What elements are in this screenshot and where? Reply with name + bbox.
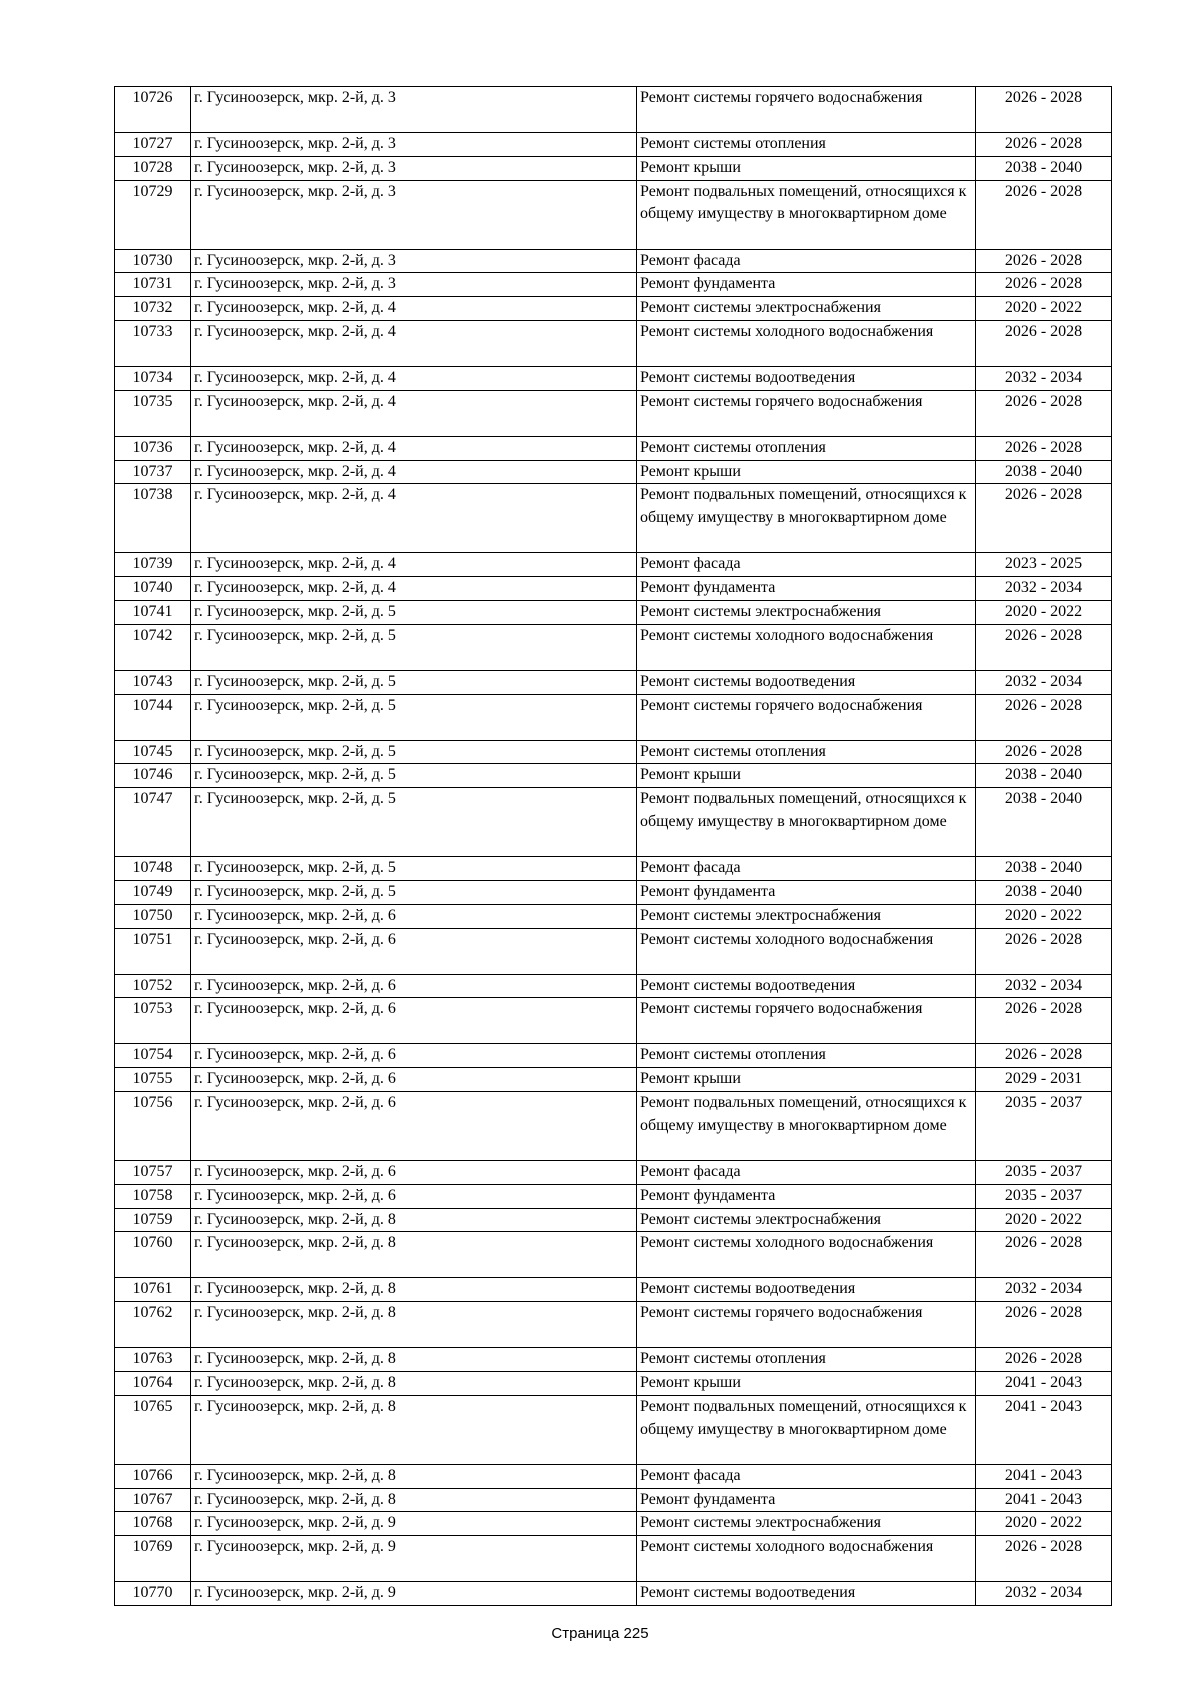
page-number: Страница 225 bbox=[551, 1625, 649, 1642]
table-row bbox=[115, 928, 1112, 974]
row-number: 10729 bbox=[115, 180, 191, 249]
row-number: 10766 bbox=[115, 1464, 191, 1488]
address-cell: г. Гусиноозерск, мкр. 2-й, д. 5 bbox=[191, 624, 637, 670]
row-number: 10745 bbox=[115, 740, 191, 764]
period-cell: 2026 - 2028 bbox=[976, 87, 1112, 133]
address-cell: г. Гусиноозерск, мкр. 2-й, д. 5 bbox=[191, 740, 637, 764]
row-number: 10738 bbox=[115, 484, 191, 553]
row-number: 10762 bbox=[115, 1302, 191, 1348]
row-number: 10742 bbox=[115, 624, 191, 670]
period-cell: 2032 - 2034 bbox=[976, 1582, 1112, 1606]
address-cell: г. Гусиноозерск, мкр. 2-й, д. 6 bbox=[191, 1068, 637, 1092]
work-type-cell: Ремонт системы водоотведения bbox=[637, 366, 976, 390]
row-number: 10741 bbox=[115, 600, 191, 624]
table-row bbox=[115, 624, 1112, 670]
work-type-cell: Ремонт подвальных помещений, относящихся к общему имуществу в многоквартирном доме bbox=[637, 1395, 976, 1464]
work-type-cell: Ремонт крыши bbox=[637, 460, 976, 484]
table-row bbox=[115, 273, 1112, 297]
row-number: 10764 bbox=[115, 1371, 191, 1395]
work-type-cell: Ремонт системы электроснабжения bbox=[637, 1512, 976, 1536]
table-row bbox=[115, 1582, 1112, 1606]
address-cell: г. Гусиноозерск, мкр. 2-й, д. 3 bbox=[191, 133, 637, 157]
row-number: 10756 bbox=[115, 1091, 191, 1160]
address-cell: г. Гусиноозерск, мкр. 2-й, д. 9 bbox=[191, 1512, 637, 1536]
repair-schedule-table bbox=[114, 86, 1112, 1606]
period-cell: 2026 - 2028 bbox=[976, 1232, 1112, 1278]
row-number: 10749 bbox=[115, 880, 191, 904]
work-type-cell: Ремонт фасада bbox=[637, 1464, 976, 1488]
row-number: 10747 bbox=[115, 788, 191, 857]
row-number: 10754 bbox=[115, 1044, 191, 1068]
table-row bbox=[115, 87, 1112, 133]
period-cell: 2038 - 2040 bbox=[976, 156, 1112, 180]
work-type-cell: Ремонт крыши bbox=[637, 156, 976, 180]
address-cell: г. Гусиноозерск, мкр. 2-й, д. 6 bbox=[191, 1184, 637, 1208]
period-cell: 2026 - 2028 bbox=[976, 1348, 1112, 1372]
period-cell: 2026 - 2028 bbox=[976, 133, 1112, 157]
row-number: 10728 bbox=[115, 156, 191, 180]
address-cell: г. Гусиноозерск, мкр. 2-й, д. 6 bbox=[191, 1160, 637, 1184]
table-row bbox=[115, 788, 1112, 857]
work-type-cell: Ремонт системы отопления bbox=[637, 1044, 976, 1068]
address-cell: г. Гусиноозерск, мкр. 2-й, д. 9 bbox=[191, 1582, 637, 1606]
row-number: 10744 bbox=[115, 694, 191, 740]
period-cell: 2041 - 2043 bbox=[976, 1488, 1112, 1512]
period-cell: 2026 - 2028 bbox=[976, 436, 1112, 460]
row-number: 10753 bbox=[115, 998, 191, 1044]
period-cell: 2026 - 2028 bbox=[976, 484, 1112, 553]
work-type-cell: Ремонт системы водоотведения bbox=[637, 670, 976, 694]
period-cell: 2038 - 2040 bbox=[976, 880, 1112, 904]
row-number: 10731 bbox=[115, 273, 191, 297]
address-cell: г. Гусиноозерск, мкр. 2-й, д. 4 bbox=[191, 577, 637, 601]
table-row bbox=[115, 297, 1112, 321]
work-type-cell: Ремонт системы холодного водоснабжения bbox=[637, 624, 976, 670]
address-cell: г. Гусиноозерск, мкр. 2-й, д. 6 bbox=[191, 1091, 637, 1160]
address-cell: г. Гусиноозерск, мкр. 2-й, д. 3 bbox=[191, 180, 637, 249]
period-cell: 2026 - 2028 bbox=[976, 320, 1112, 366]
row-number: 10763 bbox=[115, 1348, 191, 1372]
address-cell: г. Гусиноозерск, мкр. 2-й, д. 6 bbox=[191, 928, 637, 974]
work-type-cell: Ремонт системы водоотведения bbox=[637, 974, 976, 998]
work-type-cell: Ремонт системы отопления bbox=[637, 436, 976, 460]
work-type-cell: Ремонт крыши bbox=[637, 1371, 976, 1395]
row-number: 10761 bbox=[115, 1278, 191, 1302]
table-row bbox=[115, 740, 1112, 764]
period-cell: 2026 - 2028 bbox=[976, 273, 1112, 297]
period-cell: 2020 - 2022 bbox=[976, 1208, 1112, 1232]
table-row bbox=[115, 484, 1112, 553]
table-row bbox=[115, 249, 1112, 273]
table-row bbox=[115, 553, 1112, 577]
period-cell: 2026 - 2028 bbox=[976, 180, 1112, 249]
row-number: 10760 bbox=[115, 1232, 191, 1278]
work-type-cell: Ремонт системы горячего водоснабжения bbox=[637, 998, 976, 1044]
address-cell: г. Гусиноозерск, мкр. 2-й, д. 6 bbox=[191, 974, 637, 998]
work-type-cell: Ремонт системы отопления bbox=[637, 133, 976, 157]
period-cell: 2020 - 2022 bbox=[976, 904, 1112, 928]
work-type-cell: Ремонт подвальных помещений, относящихся к общему имуществу в многоквартирном доме bbox=[637, 180, 976, 249]
address-cell: г. Гусиноозерск, мкр. 2-й, д. 4 bbox=[191, 460, 637, 484]
row-number: 10737 bbox=[115, 460, 191, 484]
row-number: 10765 bbox=[115, 1395, 191, 1464]
address-cell: г. Гусиноозерск, мкр. 2-й, д. 8 bbox=[191, 1232, 637, 1278]
address-cell: г. Гусиноозерск, мкр. 2-й, д. 5 bbox=[191, 764, 637, 788]
work-type-cell: Ремонт фасада bbox=[637, 553, 976, 577]
work-type-cell: Ремонт фасада bbox=[637, 249, 976, 273]
address-cell: г. Гусиноозерск, мкр. 2-й, д. 8 bbox=[191, 1278, 637, 1302]
address-cell: г. Гусиноозерск, мкр. 2-й, д. 6 bbox=[191, 998, 637, 1044]
table-row bbox=[115, 1184, 1112, 1208]
period-cell: 2026 - 2028 bbox=[976, 998, 1112, 1044]
table-row bbox=[115, 1091, 1112, 1160]
work-type-cell: Ремонт фасада bbox=[637, 857, 976, 881]
table-row bbox=[115, 694, 1112, 740]
period-cell: 2041 - 2043 bbox=[976, 1464, 1112, 1488]
address-cell: г. Гусиноозерск, мкр. 2-й, д. 5 bbox=[191, 600, 637, 624]
row-number: 10732 bbox=[115, 297, 191, 321]
work-type-cell: Ремонт фундамента bbox=[637, 880, 976, 904]
table-row bbox=[115, 133, 1112, 157]
address-cell: г. Гусиноозерск, мкр. 2-й, д. 4 bbox=[191, 320, 637, 366]
work-type-cell: Ремонт системы электроснабжения bbox=[637, 1208, 976, 1232]
table-row bbox=[115, 764, 1112, 788]
table-row bbox=[115, 460, 1112, 484]
address-cell: г. Гусиноозерск, мкр. 2-й, д. 5 bbox=[191, 880, 637, 904]
row-number: 10768 bbox=[115, 1512, 191, 1536]
work-type-cell: Ремонт фундамента bbox=[637, 273, 976, 297]
address-cell: г. Гусиноозерск, мкр. 2-й, д. 3 bbox=[191, 87, 637, 133]
row-number: 10748 bbox=[115, 857, 191, 881]
period-cell: 2029 - 2031 bbox=[976, 1068, 1112, 1092]
period-cell: 2032 - 2034 bbox=[976, 366, 1112, 390]
address-cell: г. Гусиноозерск, мкр. 2-й, д. 4 bbox=[191, 297, 637, 321]
period-cell: 2032 - 2034 bbox=[976, 974, 1112, 998]
work-type-cell: Ремонт системы горячего водоснабжения bbox=[637, 1302, 976, 1348]
table-row bbox=[115, 1371, 1112, 1395]
address-cell: г. Гусиноозерск, мкр. 2-й, д. 8 bbox=[191, 1208, 637, 1232]
work-type-cell: Ремонт фасада bbox=[637, 1160, 976, 1184]
work-type-cell: Ремонт системы водоотведения bbox=[637, 1278, 976, 1302]
address-cell: г. Гусиноозерск, мкр. 2-й, д. 9 bbox=[191, 1536, 637, 1582]
work-type-cell: Ремонт системы отопления bbox=[637, 740, 976, 764]
address-cell: г. Гусиноозерск, мкр. 2-й, д. 4 bbox=[191, 436, 637, 460]
work-type-cell: Ремонт подвальных помещений, относящихся к общему имуществу в многоквартирном доме bbox=[637, 1091, 976, 1160]
address-cell: г. Гусиноозерск, мкр. 2-й, д. 3 bbox=[191, 249, 637, 273]
period-cell: 2026 - 2028 bbox=[976, 249, 1112, 273]
table-row bbox=[115, 998, 1112, 1044]
row-number: 10726 bbox=[115, 87, 191, 133]
period-cell: 2026 - 2028 bbox=[976, 390, 1112, 436]
table-row bbox=[115, 1232, 1112, 1278]
work-type-cell: Ремонт системы холодного водоснабжения bbox=[637, 928, 976, 974]
table-row bbox=[115, 1536, 1112, 1582]
row-number: 10746 bbox=[115, 764, 191, 788]
period-cell: 2020 - 2022 bbox=[976, 600, 1112, 624]
period-cell: 2026 - 2028 bbox=[976, 1302, 1112, 1348]
address-cell: г. Гусиноозерск, мкр. 2-й, д. 4 bbox=[191, 390, 637, 436]
period-cell: 2038 - 2040 bbox=[976, 460, 1112, 484]
work-type-cell: Ремонт системы холодного водоснабжения bbox=[637, 1536, 976, 1582]
table-row bbox=[115, 577, 1112, 601]
work-type-cell: Ремонт подвальных помещений, относящихся к общему имуществу в многоквартирном доме bbox=[637, 484, 976, 553]
row-number: 10743 bbox=[115, 670, 191, 694]
period-cell: 2041 - 2043 bbox=[976, 1371, 1112, 1395]
work-type-cell: Ремонт системы горячего водоснабжения bbox=[637, 390, 976, 436]
row-number: 10767 bbox=[115, 1488, 191, 1512]
work-type-cell: Ремонт системы холодного водоснабжения bbox=[637, 1232, 976, 1278]
period-cell: 2035 - 2037 bbox=[976, 1160, 1112, 1184]
period-cell: 2026 - 2028 bbox=[976, 624, 1112, 670]
work-type-cell: Ремонт фундамента bbox=[637, 577, 976, 601]
row-number: 10757 bbox=[115, 1160, 191, 1184]
row-number: 10752 bbox=[115, 974, 191, 998]
period-cell: 2032 - 2034 bbox=[976, 577, 1112, 601]
row-number: 10769 bbox=[115, 1536, 191, 1582]
table-row bbox=[115, 1464, 1112, 1488]
row-number: 10735 bbox=[115, 390, 191, 436]
period-cell: 2035 - 2037 bbox=[976, 1091, 1112, 1160]
work-type-cell: Ремонт крыши bbox=[637, 1068, 976, 1092]
table-row bbox=[115, 1208, 1112, 1232]
address-cell: г. Гусиноозерск, мкр. 2-й, д. 8 bbox=[191, 1371, 637, 1395]
table-row bbox=[115, 974, 1112, 998]
row-number: 10751 bbox=[115, 928, 191, 974]
address-cell: г. Гусиноозерск, мкр. 2-й, д. 4 bbox=[191, 366, 637, 390]
row-number: 10770 bbox=[115, 1582, 191, 1606]
work-type-cell: Ремонт фундамента bbox=[637, 1488, 976, 1512]
period-cell: 2038 - 2040 bbox=[976, 788, 1112, 857]
table-row bbox=[115, 600, 1112, 624]
table-row bbox=[115, 436, 1112, 460]
row-number: 10759 bbox=[115, 1208, 191, 1232]
address-cell: г. Гусиноозерск, мкр. 2-й, д. 5 bbox=[191, 857, 637, 881]
address-cell: г. Гусиноозерск, мкр. 2-й, д. 4 bbox=[191, 484, 637, 553]
row-number: 10736 bbox=[115, 436, 191, 460]
row-number: 10733 bbox=[115, 320, 191, 366]
address-cell: г. Гусиноозерск, мкр. 2-й, д. 5 bbox=[191, 694, 637, 740]
table-row bbox=[115, 1512, 1112, 1536]
period-cell: 2026 - 2028 bbox=[976, 1536, 1112, 1582]
table-row bbox=[115, 1348, 1112, 1372]
period-cell: 2026 - 2028 bbox=[976, 1044, 1112, 1068]
address-cell: г. Гусиноозерск, мкр. 2-й, д. 6 bbox=[191, 904, 637, 928]
table-row bbox=[115, 1395, 1112, 1464]
period-cell: 2026 - 2028 bbox=[976, 694, 1112, 740]
period-cell: 2020 - 2022 bbox=[976, 297, 1112, 321]
address-cell: г. Гусиноозерск, мкр. 2-й, д. 8 bbox=[191, 1488, 637, 1512]
period-cell: 2041 - 2043 bbox=[976, 1395, 1112, 1464]
work-type-cell: Ремонт системы холодного водоснабжения bbox=[637, 320, 976, 366]
period-cell: 2032 - 2034 bbox=[976, 1278, 1112, 1302]
work-type-cell: Ремонт фундамента bbox=[637, 1184, 976, 1208]
row-number: 10730 bbox=[115, 249, 191, 273]
table-row bbox=[115, 670, 1112, 694]
table-row bbox=[115, 904, 1112, 928]
period-cell: 2038 - 2040 bbox=[976, 764, 1112, 788]
work-type-cell: Ремонт системы электроснабжения bbox=[637, 904, 976, 928]
address-cell: г. Гусиноозерск, мкр. 2-й, д. 8 bbox=[191, 1348, 637, 1372]
period-cell: 2020 - 2022 bbox=[976, 1512, 1112, 1536]
table-row bbox=[115, 857, 1112, 881]
work-type-cell: Ремонт системы горячего водоснабжения bbox=[637, 87, 976, 133]
table-body bbox=[115, 87, 1112, 1606]
row-number: 10758 bbox=[115, 1184, 191, 1208]
table-row bbox=[115, 1488, 1112, 1512]
table-row bbox=[115, 1278, 1112, 1302]
table-row bbox=[115, 1044, 1112, 1068]
table-row bbox=[115, 1302, 1112, 1348]
table-row bbox=[115, 1160, 1112, 1184]
table-row bbox=[115, 366, 1112, 390]
work-type-cell: Ремонт системы электроснабжения bbox=[637, 600, 976, 624]
address-cell: г. Гусиноозерск, мкр. 2-й, д. 5 bbox=[191, 670, 637, 694]
work-type-cell: Ремонт системы водоотведения bbox=[637, 1582, 976, 1606]
address-cell: г. Гусиноозерск, мкр. 2-й, д. 8 bbox=[191, 1464, 637, 1488]
period-cell: 2035 - 2037 bbox=[976, 1184, 1112, 1208]
table-row bbox=[115, 880, 1112, 904]
work-type-cell: Ремонт системы отопления bbox=[637, 1348, 976, 1372]
address-cell: г. Гусиноозерск, мкр. 2-й, д. 6 bbox=[191, 1044, 637, 1068]
table-row bbox=[115, 320, 1112, 366]
table-row bbox=[115, 1068, 1112, 1092]
row-number: 10739 bbox=[115, 553, 191, 577]
row-number: 10750 bbox=[115, 904, 191, 928]
work-type-cell: Ремонт системы электроснабжения bbox=[637, 297, 976, 321]
address-cell: г. Гусиноозерск, мкр. 2-й, д. 3 bbox=[191, 273, 637, 297]
row-number: 10755 bbox=[115, 1068, 191, 1092]
row-number: 10727 bbox=[115, 133, 191, 157]
address-cell: г. Гусиноозерск, мкр. 2-й, д. 3 bbox=[191, 156, 637, 180]
row-number: 10734 bbox=[115, 366, 191, 390]
work-type-cell: Ремонт крыши bbox=[637, 764, 976, 788]
row-number: 10740 bbox=[115, 577, 191, 601]
period-cell: 2023 - 2025 bbox=[976, 553, 1112, 577]
address-cell: г. Гусиноозерск, мкр. 2-й, д. 8 bbox=[191, 1302, 637, 1348]
table-row bbox=[115, 180, 1112, 249]
work-type-cell: Ремонт системы горячего водоснабжения bbox=[637, 694, 976, 740]
period-cell: 2026 - 2028 bbox=[976, 928, 1112, 974]
address-cell: г. Гусиноозерск, мкр. 2-й, д. 5 bbox=[191, 788, 637, 857]
period-cell: 2032 - 2034 bbox=[976, 670, 1112, 694]
work-type-cell: Ремонт подвальных помещений, относящихся к общему имуществу в многоквартирном доме bbox=[637, 788, 976, 857]
period-cell: 2038 - 2040 bbox=[976, 857, 1112, 881]
address-cell: г. Гусиноозерск, мкр. 2-й, д. 4 bbox=[191, 553, 637, 577]
table-row bbox=[115, 156, 1112, 180]
table-row bbox=[115, 390, 1112, 436]
period-cell: 2026 - 2028 bbox=[976, 740, 1112, 764]
address-cell: г. Гусиноозерск, мкр. 2-й, д. 8 bbox=[191, 1395, 637, 1464]
